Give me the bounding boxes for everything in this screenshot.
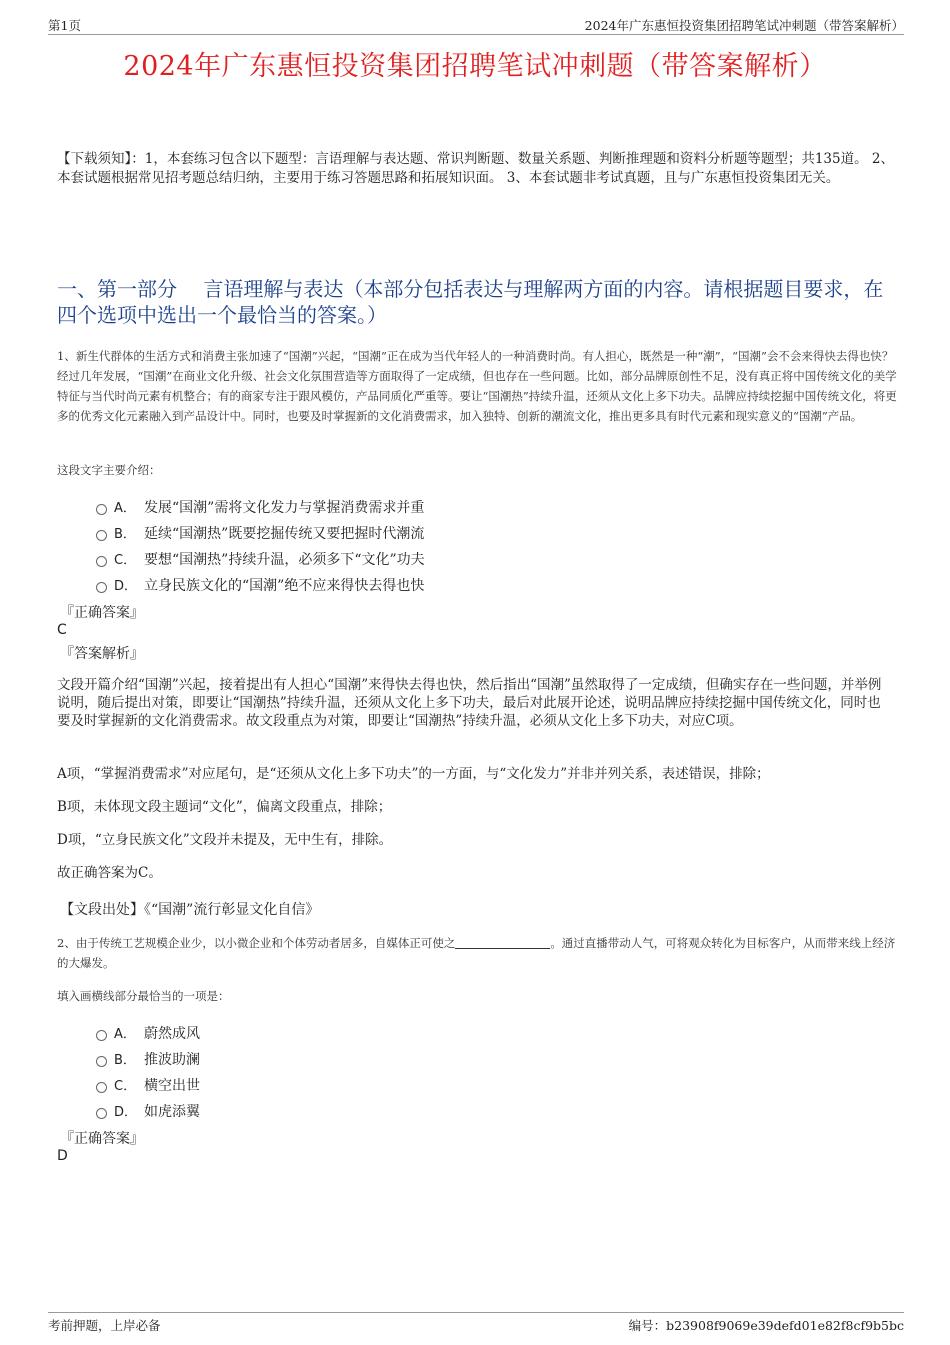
radio-icon[interactable] bbox=[96, 1030, 107, 1041]
option-text: 推波助澜 bbox=[144, 1052, 200, 1068]
option-b[interactable] bbox=[96, 523, 425, 549]
option-letter: D． bbox=[114, 579, 138, 594]
question-1-options bbox=[96, 497, 425, 601]
section-heading: 一、第一部分 言语理解与表达（本部分包括表达与理解两方面的内容。请根据题目要求，在四个选项中选出一个最恰当的答案。） bbox=[57, 277, 884, 327]
footer-slogan: 考前押题，上岸必备 bbox=[48, 1318, 161, 1333]
analysis-paragraph: 文段开篇介绍“国潮”兴起，接着提出有人担心“国潮”来得快去得也快，然后指出“国潮”虽然取得了一定成绩，但确实存在一些问题，并举例说明，随后提出对策，即要让“国潮热”持续升温，还须从文化上多下功夫，最后对此展开论述，说明品牌应持续挖掘中国传统文化，同时也要及时掌握新的文化消费需求。故文段重点为对策，即要让“国潮热”持续升温，必须从文化上多下功夫，对应C项。 bbox=[57, 677, 882, 729]
option-d[interactable] bbox=[96, 1101, 200, 1127]
option-letter: B． bbox=[114, 527, 136, 542]
option-c[interactable] bbox=[96, 1075, 200, 1101]
option-a[interactable] bbox=[96, 497, 425, 523]
source-citation: 【文段出处】《“国潮”流行彰显文化自信》 bbox=[60, 902, 320, 918]
correct-answer: C bbox=[57, 622, 67, 638]
page-footer bbox=[48, 1312, 904, 1333]
option-text: 蔚然成风 bbox=[144, 1026, 200, 1042]
option-b[interactable] bbox=[96, 1049, 200, 1075]
analysis-paragraph: 故正确答案为C。 bbox=[57, 865, 162, 881]
radio-icon[interactable] bbox=[96, 530, 107, 541]
option-text: 延续“国潮热”既要挖掘传统又要把握时代潮流 bbox=[144, 526, 425, 542]
option-letter: C． bbox=[114, 553, 137, 568]
option-letter: A． bbox=[114, 1027, 136, 1042]
option-a[interactable] bbox=[96, 1023, 200, 1049]
stem-text: 2、由于传统工艺规模企业少，以小微企业和个体劳动者居多，自媒体正可使之 bbox=[57, 936, 456, 950]
question-1-prompt: 这段文字主要介绍： bbox=[57, 463, 161, 477]
correct-answer: D bbox=[57, 1148, 68, 1164]
analysis-paragraph: D项，“立身民族文化”文段并未提及，无中生有，排除。 bbox=[57, 832, 393, 848]
answer-label: 『正确答案』 bbox=[60, 1131, 144, 1147]
question-2-options bbox=[96, 1023, 200, 1127]
radio-icon[interactable] bbox=[96, 556, 107, 567]
option-c[interactable] bbox=[96, 549, 425, 575]
radio-icon[interactable] bbox=[96, 1082, 107, 1093]
document-title: 2024年广东惠恒投资集团招聘笔试冲刺题（带答案解析） bbox=[123, 51, 827, 82]
option-letter: B． bbox=[114, 1053, 136, 1068]
option-text: 立身民族文化的“国潮”绝不应来得快去得也快 bbox=[144, 578, 425, 594]
header-doc-title: 2024年广东惠恒投资集团招聘笔试冲刺题（带答案解析） bbox=[584, 18, 904, 33]
option-letter: A． bbox=[114, 501, 136, 516]
stem-text: 。通过直播带动人气，可将观众转化为目标客户，从而带来线上经济的大爆发。 bbox=[57, 936, 896, 970]
page-number: 第1页 bbox=[48, 18, 81, 33]
option-d[interactable] bbox=[96, 575, 425, 601]
option-text: 要想“国潮热”持续升温，必须多下“文化”功夫 bbox=[144, 552, 425, 568]
option-text: 发展“国潮”需将文化发力与掌握消费需求并重 bbox=[144, 500, 425, 516]
option-letter: D． bbox=[114, 1105, 138, 1120]
radio-icon[interactable] bbox=[96, 1056, 107, 1067]
radio-icon[interactable] bbox=[96, 504, 107, 515]
document-id: 编号：b23908f9069e39defd01e82f8cf9b5bc bbox=[628, 1318, 904, 1333]
question-2-stem bbox=[57, 933, 899, 973]
radio-icon[interactable] bbox=[96, 582, 107, 593]
page-header bbox=[48, 14, 904, 35]
option-text: 横空出世 bbox=[144, 1078, 200, 1094]
radio-icon[interactable] bbox=[96, 1108, 107, 1119]
download-notice: 【下载须知】：1，本套练习包含以下题型：言语理解与表达题、常识判断题、数量关系题、判断推理题和资料分析题等题型；共135道。 2、本套试题根据常见招考题总结归纳，主要用于练习答题思路和拓展知识面。 3、本套试题非考试真题，且与广东惠恒投资集团无关。 bbox=[57, 151, 894, 186]
analysis-paragraph: A项，“掌握消费需求”对应尾句，是“还须从文化上多下功夫”的一方面，与“文化发力”并非并列关系，表述错误，排除； bbox=[57, 766, 770, 782]
analysis-label: 『答案解析』 bbox=[60, 646, 144, 662]
analysis-paragraph: B项，未体现文段主题词“文化”，偏离文段重点，排除； bbox=[57, 799, 392, 815]
answer-label: 『正确答案』 bbox=[60, 605, 144, 621]
question-2-prompt: 填入画横线部分最恰当的一项是： bbox=[57, 989, 230, 1003]
option-letter: C． bbox=[114, 1079, 137, 1094]
fill-blank bbox=[455, 936, 550, 949]
question-1-stem: 1、新生代群体的生活方式和消费主张加速了“国潮”兴起，“国潮”正在成为当代年轻人的一种消费时尚。有人担心，既然是一种“潮”，“国潮”会不会来得快去得也快？经过几年发展，“国潮”在商业文化升级、社会文化氛围营造等方面取得了一定成绩，但也存在一些问题。比如，部分品牌原创性不足，没有真正将中国传统文化的美学特征与当代时尚元素有机整合；有的商家专注于跟风模仿，产品同质化严重等。要让“国潮热”持续升温，还须从文化上多下功夫。品牌应持续挖掘中国传统文化，将更多的优秀文化元素融入到产品设计中。同时，也要及时掌握新的文化消费需求，加入独特、创新的潮流文化，推出更多具有时代元素和现实意义的“国潮”产品。 bbox=[57, 349, 897, 423]
option-text: 如虎添翼 bbox=[144, 1104, 200, 1120]
